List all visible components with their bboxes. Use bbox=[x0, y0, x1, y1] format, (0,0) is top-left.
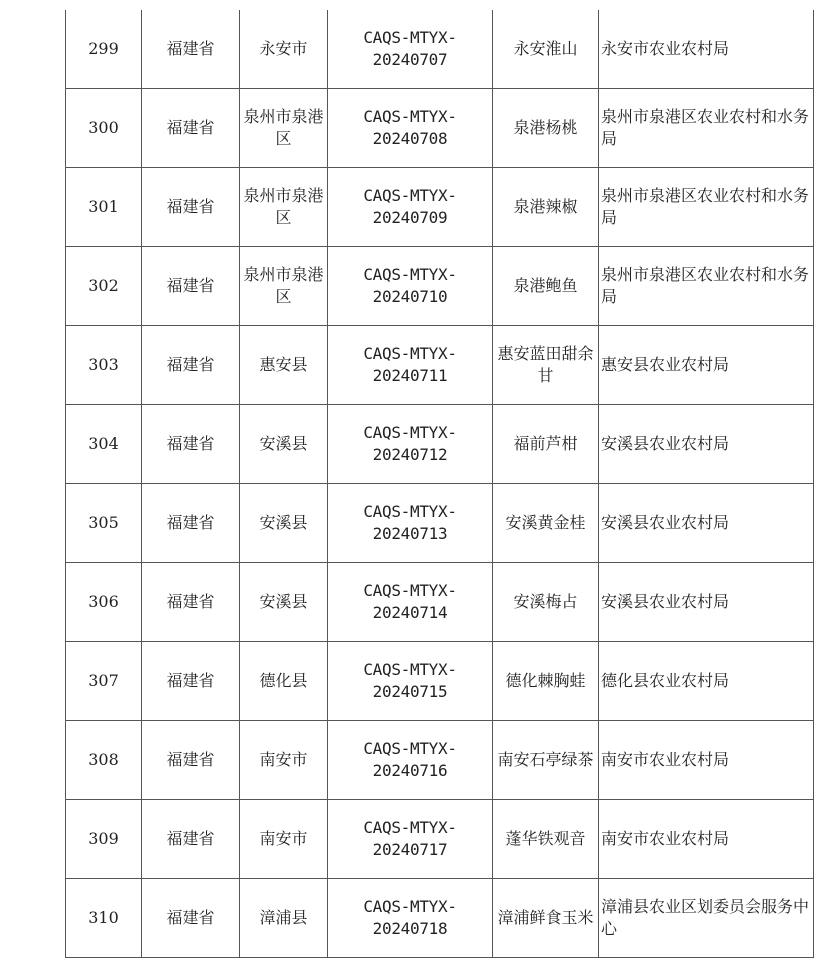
province-cell: 福建省 bbox=[142, 405, 240, 484]
organization-cell: 永安市农业农村局 bbox=[599, 10, 814, 89]
product-cell: 漳浦鲜食玉米 bbox=[493, 879, 599, 958]
table-row bbox=[66, 168, 814, 247]
organization-cell: 南安市农业农村局 bbox=[599, 800, 814, 879]
province-cell: 福建省 bbox=[142, 247, 240, 326]
province-cell: 福建省 bbox=[142, 326, 240, 405]
province-cell: 福建省 bbox=[142, 800, 240, 879]
table-row bbox=[66, 326, 814, 405]
product-cell: 泉港杨桃 bbox=[493, 89, 599, 168]
organization-cell: 安溪县农业农村局 bbox=[599, 405, 814, 484]
code-cell: CAQS-MTYX-20240708 bbox=[328, 89, 493, 168]
product-registry-table bbox=[65, 10, 814, 958]
province-cell: 福建省 bbox=[142, 879, 240, 958]
row-number: 302 bbox=[66, 247, 142, 326]
province-cell: 福建省 bbox=[142, 642, 240, 721]
province-cell: 福建省 bbox=[142, 721, 240, 800]
city-cell: 安溪县 bbox=[240, 563, 328, 642]
table-row bbox=[66, 563, 814, 642]
product-cell: 泉港辣椒 bbox=[493, 168, 599, 247]
code-cell: CAQS-MTYX-20240715 bbox=[328, 642, 493, 721]
province-cell: 福建省 bbox=[142, 10, 240, 89]
organization-cell: 惠安县农业农村局 bbox=[599, 326, 814, 405]
province-cell: 福建省 bbox=[142, 168, 240, 247]
product-cell: 泉港鲍鱼 bbox=[493, 247, 599, 326]
table-row bbox=[66, 642, 814, 721]
row-number: 300 bbox=[66, 89, 142, 168]
row-number: 301 bbox=[66, 168, 142, 247]
organization-cell: 安溪县农业农村局 bbox=[599, 563, 814, 642]
code-cell: CAQS-MTYX-20240712 bbox=[328, 405, 493, 484]
city-cell: 泉州市泉港区 bbox=[240, 89, 328, 168]
table-row bbox=[66, 721, 814, 800]
organization-cell: 安溪县农业农村局 bbox=[599, 484, 814, 563]
city-cell: 漳浦县 bbox=[240, 879, 328, 958]
city-cell: 安溪县 bbox=[240, 484, 328, 563]
product-cell: 惠安蓝田甜余甘 bbox=[493, 326, 599, 405]
table-row bbox=[66, 879, 814, 958]
table-row bbox=[66, 10, 814, 89]
code-cell: CAQS-MTYX-20240717 bbox=[328, 800, 493, 879]
city-cell: 南安市 bbox=[240, 721, 328, 800]
table-row bbox=[66, 800, 814, 879]
product-cell: 南安石亭绿茶 bbox=[493, 721, 599, 800]
organization-cell: 泉州市泉港区农业农村和水务局 bbox=[599, 168, 814, 247]
table-row bbox=[66, 484, 814, 563]
code-cell: CAQS-MTYX-20240709 bbox=[328, 168, 493, 247]
city-cell: 泉州市泉港区 bbox=[240, 168, 328, 247]
province-cell: 福建省 bbox=[142, 484, 240, 563]
product-cell: 福前芦柑 bbox=[493, 405, 599, 484]
organization-cell: 泉州市泉港区农业农村和水务局 bbox=[599, 89, 814, 168]
organization-cell: 南安市农业农村局 bbox=[599, 721, 814, 800]
organization-cell: 泉州市泉港区农业农村和水务局 bbox=[599, 247, 814, 326]
organization-cell: 德化县农业农村局 bbox=[599, 642, 814, 721]
row-number: 308 bbox=[66, 721, 142, 800]
code-cell: CAQS-MTYX-20240710 bbox=[328, 247, 493, 326]
row-number: 307 bbox=[66, 642, 142, 721]
row-number: 305 bbox=[66, 484, 142, 563]
city-cell: 惠安县 bbox=[240, 326, 328, 405]
row-number: 309 bbox=[66, 800, 142, 879]
product-cell: 永安淮山 bbox=[493, 10, 599, 89]
city-cell: 泉州市泉港区 bbox=[240, 247, 328, 326]
code-cell: CAQS-MTYX-20240714 bbox=[328, 563, 493, 642]
table-row bbox=[66, 247, 814, 326]
city-cell: 南安市 bbox=[240, 800, 328, 879]
row-number: 299 bbox=[66, 10, 142, 89]
code-cell: CAQS-MTYX-20240718 bbox=[328, 879, 493, 958]
product-cell: 德化棘胸蛙 bbox=[493, 642, 599, 721]
table-row bbox=[66, 405, 814, 484]
city-cell: 德化县 bbox=[240, 642, 328, 721]
row-number: 303 bbox=[66, 326, 142, 405]
province-cell: 福建省 bbox=[142, 563, 240, 642]
code-cell: CAQS-MTYX-20240707 bbox=[328, 10, 493, 89]
code-cell: CAQS-MTYX-20240713 bbox=[328, 484, 493, 563]
code-cell: CAQS-MTYX-20240716 bbox=[328, 721, 493, 800]
city-cell: 永安市 bbox=[240, 10, 328, 89]
row-number: 306 bbox=[66, 563, 142, 642]
organization-cell: 漳浦县农业区划委员会服务中心 bbox=[599, 879, 814, 958]
row-number: 304 bbox=[66, 405, 142, 484]
table-row bbox=[66, 89, 814, 168]
row-number: 310 bbox=[66, 879, 142, 958]
product-cell: 蓬华铁观音 bbox=[493, 800, 599, 879]
province-cell: 福建省 bbox=[142, 89, 240, 168]
product-cell: 安溪黄金桂 bbox=[493, 484, 599, 563]
city-cell: 安溪县 bbox=[240, 405, 328, 484]
code-cell: CAQS-MTYX-20240711 bbox=[328, 326, 493, 405]
product-cell: 安溪梅占 bbox=[493, 563, 599, 642]
